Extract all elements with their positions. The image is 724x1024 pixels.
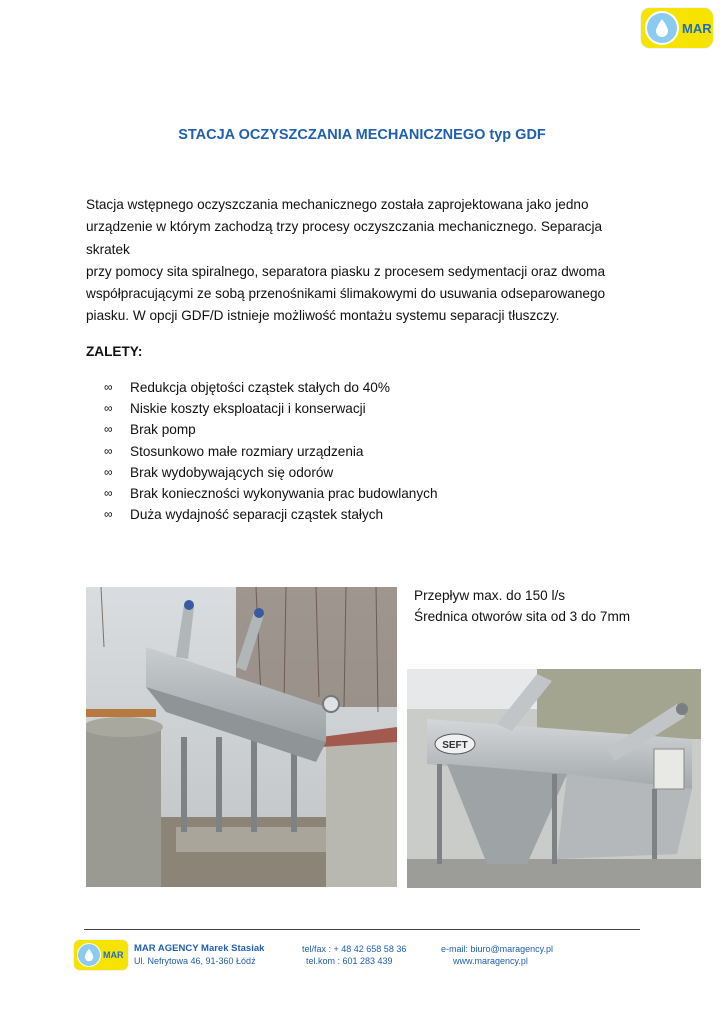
logo-text: MAR [682,20,712,36]
intro-line: piasku. W opcji GDF/D istnieje możliwość montażu systemu separacji tłuszczy. [86,308,560,324]
footer-telkom: tel.kom : 601 283 439 [306,956,393,966]
infinity-bullet-icon: ∞ [104,422,113,437]
footer-logo-text: MAR [103,950,124,960]
water-drop-icon [645,11,679,45]
advantages-heading: ZALETY: [86,344,143,359]
list-item: ∞ Stosunkowo małe rozmiary urządzenia [104,441,438,462]
footer-company: MAR AGENCY Marek Stasiak [134,943,265,954]
water-drop-icon [77,943,101,967]
intro-line: Stacja wstępnego oczyszczania mechanicznego została zaprojektowana jako jedno [86,197,589,212]
footer-address: Ul. Nefrytowa 46, 91-360 Łódź [134,956,256,966]
intro-line: współpracującymi ze sobą przenośnikami ślimakowymi do usuwania odseparowanego [86,286,606,302]
infinity-bullet-icon: ∞ [104,380,113,394]
list-item: ∞ Redukcja objętości cząstek stałych do 40% [104,377,438,398]
footer-logo [74,940,128,970]
advantages-list [104,377,438,525]
list-item: ∞ Brak konieczności wykonywania prac budowlanych [104,483,438,504]
intro-line: przy pomocy sita spiralnego, separatora piasku z procesem sedymentacji oraz dwoma [86,263,606,279]
seft-badge: SEFT [442,740,468,751]
footer-telfax: tel/fax : + 48 42 658 58 36 [302,944,407,954]
infinity-bullet-icon: ∞ [104,443,113,458]
company-logo [641,8,713,48]
list-item: ∞ Niskie koszty eksploatacji i konserwacji [104,398,438,419]
footer-email[interactable]: e-mail: biuro@maragency.pl [441,944,554,954]
installation-photo-left [86,587,397,887]
intro-line: urządzenie w którym zachodzą trzy procesy oczyszczania mechanicznego. Separacja skratek [86,219,603,257]
list-item: ∞ Brak wydobywających się odorów [104,462,438,483]
installation-photo-right [407,669,701,888]
flow-spec: Przepływ max. do 150 l/s [414,588,566,603]
infinity-bullet-icon: ∞ [104,464,113,479]
infinity-bullet-icon: ∞ [104,485,113,500]
infinity-bullet-icon: ∞ [104,507,113,522]
infinity-bullet-icon: ∞ [104,401,113,416]
list-item: ∞ Duża wydajność separacji cząstek stałych [104,504,438,525]
list-item: ∞ Brak pomp [104,419,438,440]
page-title: STACJA OCZYSZCZANIA MECHANICZNEGO typ GDF [178,127,546,143]
sieve-spec: Średnica otworów sita od 3 do 7mm [414,609,631,624]
footer-website[interactable]: www.maragency.pl [453,956,528,966]
intro-paragraph [86,194,646,328]
footer-divider [84,929,640,930]
